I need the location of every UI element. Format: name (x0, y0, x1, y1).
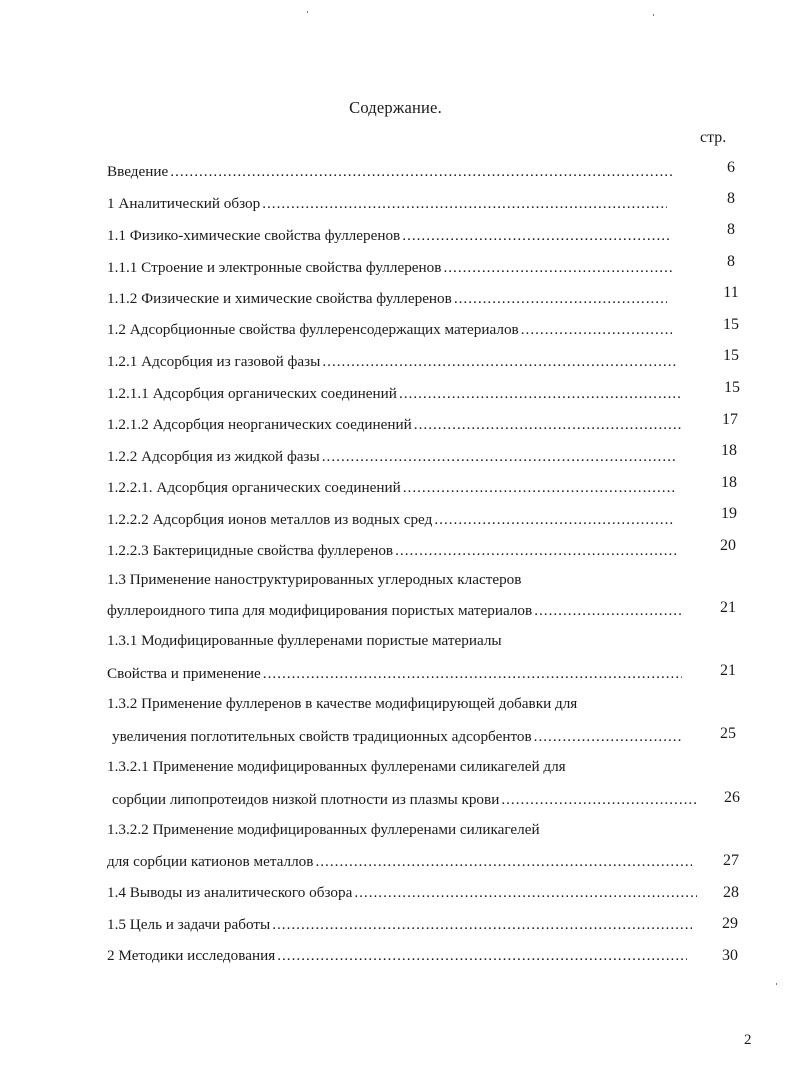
toc-entry (107, 664, 682, 684)
page-column-header: стр. (700, 129, 727, 146)
toc-entry-analytical-review (107, 194, 667, 214)
toc-entry (107, 915, 692, 935)
toc-entry-label: 1.4 Выводы из аналитического обзора (107, 884, 353, 901)
toc-leader-dots (454, 289, 667, 309)
toc-entry-label: для сорбции катионов металлов (107, 853, 314, 870)
toc-leader-dots (263, 664, 682, 684)
toc-entry (107, 946, 687, 966)
toc-entry-label: 1.1 Физико-химические свойства фуллеренов (107, 227, 401, 244)
toc-entry-label: 1.3.1 Модифицированные фуллеренами пористые материалы (107, 632, 502, 649)
toc-leader-dots (272, 915, 692, 935)
toc-entry (107, 352, 677, 372)
page-number: 2 (744, 1032, 752, 1048)
toc-leader-dots (315, 852, 692, 872)
toc-leader-dots (395, 541, 677, 561)
toc-entry-page: 8 (727, 190, 735, 207)
toc-leader-dots (534, 727, 682, 747)
toc-entry-label: 1.2.1 Адсорбция из газовой фазы (107, 353, 321, 370)
toc-entry-first-line (107, 631, 687, 651)
toc-entry-page: 18 (721, 442, 737, 459)
toc-entry (112, 790, 697, 810)
toc-entry-label: 1.2.2.3 Бактерицидные свойства фуллеренов (107, 542, 394, 559)
toc-leader-dots (354, 883, 697, 903)
toc-leader-dots (443, 258, 672, 278)
toc-entry-label: Свойства и применение (107, 665, 261, 682)
toc-entry-label: 1.2.1.1 Адсорбция органических соединений (107, 385, 397, 402)
toc-leader-dots (403, 478, 677, 498)
toc-entry-label: 1.3.2.2 Применение модифицированных фуллеренами силикагелей (107, 821, 540, 838)
toc-leader-dots (399, 384, 682, 404)
toc-entry-page: 17 (722, 411, 738, 428)
toc-entry-page: 11 (723, 284, 739, 301)
toc-leader-dots (521, 320, 672, 340)
toc-entry-page: 15 (723, 347, 739, 364)
toc-entry-first-line (107, 820, 687, 840)
toc-entry-label: сорбции липопротеидов низкой плотности из плазмы крови (112, 791, 500, 808)
toc-entry-label: 1.2.2.1. Адсорбция органических соединений (107, 479, 401, 496)
toc-leader-dots (322, 352, 677, 372)
toc-leader-dots (170, 162, 672, 182)
toc-entry-page: 6 (727, 159, 735, 176)
toc-entry-label: фуллероидного типа для модифицирования пористых материалов (107, 602, 533, 619)
toc-leader-dots (262, 194, 667, 214)
scan-speck (653, 14, 654, 16)
toc-entry (107, 447, 677, 467)
toc-entry-label: 1.1.1 Строение и электронные свойства фуллеренов (107, 259, 442, 276)
toc-leader-dots (434, 510, 674, 530)
toc-entry-first-line (107, 757, 687, 777)
toc-entry-page: 25 (720, 725, 736, 742)
toc-entry-label: 1.2 Адсорбционные свойства фуллеренсодержащих материалов (107, 321, 519, 338)
toc-entry-page: 15 (723, 316, 739, 333)
toc-entry-first-line (107, 694, 687, 714)
toc-entry (112, 727, 682, 747)
toc-entry-page: 18 (721, 474, 737, 491)
toc-entry (107, 226, 672, 246)
toc-entry (107, 289, 667, 309)
toc-entry (107, 320, 672, 340)
toc-entry-label: 1.2.1.2 Адсорбция неорганических соединений (107, 416, 412, 433)
scan-speck (307, 11, 308, 13)
scan-speck (776, 983, 777, 985)
toc-leader-dots (277, 946, 687, 966)
toc-entry (107, 510, 674, 530)
toc-entry (107, 883, 697, 903)
toc-entry (107, 852, 692, 872)
toc-leader-dots (534, 601, 684, 621)
toc-entry-page: 19 (721, 505, 737, 522)
toc-entry-first-line (107, 570, 687, 590)
toc-entry-label: 1.2.2 Адсорбция из жидкой фазы (107, 448, 320, 465)
toc-entry-page: 8 (727, 221, 735, 238)
toc-entry-label: 1.3.2.1 Применение модифицированных фуллеренами силикагелей для (107, 758, 566, 775)
toc-entry-page: 21 (720, 662, 736, 679)
toc-entry-label: 2 Методики исследования (107, 947, 276, 964)
toc-entry-page: 15 (724, 379, 740, 396)
toc-entry-label: 1.3.2 Применение фуллеренов в качестве модифицирующей добавки для (107, 695, 578, 712)
toc-entry (107, 601, 684, 621)
toc-entry (107, 478, 677, 498)
toc-entry-introduction (107, 162, 672, 182)
toc-entry-label: 1 Аналитический обзор (107, 195, 261, 212)
toc-leader-dots (501, 790, 697, 810)
toc-entry-label: Введение (107, 163, 169, 180)
toc-entry-page: 29 (722, 915, 738, 932)
toc-entry-page: 30 (722, 947, 738, 964)
toc-entry-label: 1.3 Применение наноструктурированных углеродных кластеров (107, 571, 522, 588)
toc-entry-label: 1.5 Цель и задачи работы (107, 916, 271, 933)
toc-entry-page: 28 (723, 884, 739, 901)
toc-leader-dots (414, 415, 682, 435)
toc-entry-page: 27 (723, 852, 739, 869)
toc-entry-page: 8 (727, 253, 735, 270)
toc-entry (107, 258, 672, 278)
toc-entry (107, 384, 682, 404)
toc-entry-page: 20 (720, 537, 736, 554)
page-title: Содержание. (349, 98, 442, 117)
toc-entry-page: 26 (724, 789, 740, 806)
toc-entry-label: 1.1.2 Физические и химические свойства фуллеренов (107, 290, 452, 307)
toc-leader-dots (402, 226, 672, 246)
toc-entry-label: 1.2.2.2 Адсорбция ионов металлов из водных сред (107, 511, 433, 528)
toc-entry (107, 541, 677, 561)
toc-entry-page: 21 (720, 599, 736, 616)
toc-entry (107, 415, 682, 435)
toc-leader-dots (322, 447, 677, 467)
toc-entry-label: увеличения поглотительных свойств традиционных адсорбентов (112, 728, 532, 745)
